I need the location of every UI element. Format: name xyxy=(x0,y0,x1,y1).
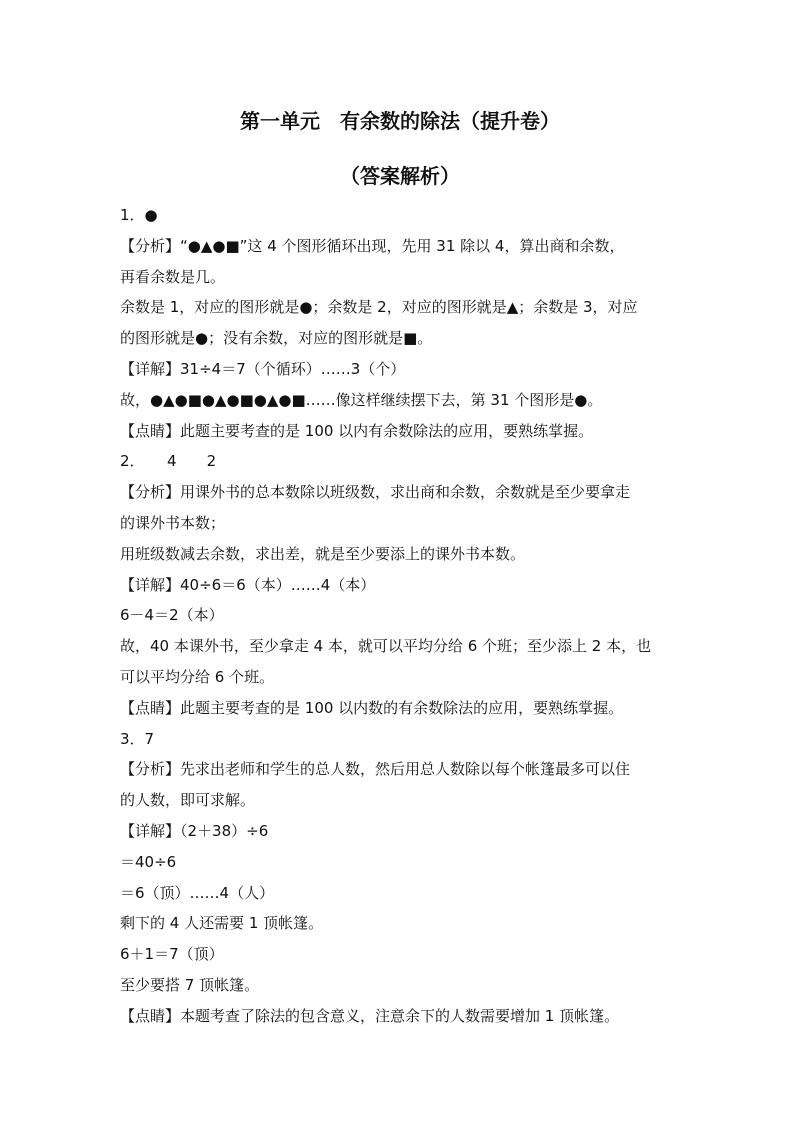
text-line: 的图形就是●；没有余数，对应的图形就是■。 xyxy=(120,329,433,348)
text-line: 再看余数是几。 xyxy=(120,267,226,286)
text-line: 故，●▲●■●▲●■●▲●■……像这样继续摆下去，第 31 个图形是●。 xyxy=(120,390,603,409)
page-title: 第一单元 有余数的除法（提升卷） xyxy=(240,109,560,133)
text-line: 剩下的 4 人还需要 1 顶帐篷。 xyxy=(120,914,324,933)
text-line: 【分析】用课外书的总本数除以班级数，求出商和余数，余数就是至少要拿走 xyxy=(120,483,631,502)
text-line: ＝6（顶）……4（人） xyxy=(120,883,275,902)
text-line: 【详解】31÷4＝7（个循环）……3（个） xyxy=(120,359,406,378)
text-line: 用班级数减去余数，求出差，就是至少要添上的课外书本数。 xyxy=(120,544,526,563)
text-line: 【分析】先求出老师和学生的总人数，然后用总人数除以每个帐篷最多可以住 xyxy=(120,760,631,779)
text-line: 【详解】40÷6＝6（本）……4（本） xyxy=(120,575,376,594)
text-line: 的人数，即可求解。 xyxy=(120,791,256,810)
text-line: 【点睛】本题考查了除法的包含意义，注意余下的人数需要增加 1 顶帐篷。 xyxy=(120,1006,620,1025)
text-line: 6＋1＝7（顶） xyxy=(120,945,224,964)
text-line: 至少要搭 7 顶帐篷。 xyxy=(120,975,260,994)
text-line: 2． 4 2 xyxy=(120,452,217,471)
text-line: 【点睛】此题主要考查的是 100 以内有余数除法的应用，要熟练掌握。 xyxy=(120,421,594,440)
answer-content xyxy=(120,200,700,1032)
text-line: 【分析】“●▲●■”这 4 个图形循环出现，先用 31 除以 4，算出商和余数， xyxy=(120,236,625,255)
text-line: ＝40÷6 xyxy=(120,852,177,871)
text-line: 【详解】（2＋38）÷6 xyxy=(120,821,269,840)
page-subtitle: （答案解析） xyxy=(340,164,460,188)
text-line: 可以平均分给 6 个班。 xyxy=(120,667,275,686)
text-line: 余数是 1，对应的图形就是●；余数是 2，对应的图形就是▲；余数是 3，对应 xyxy=(120,298,638,317)
text-line: 1．● xyxy=(120,206,158,224)
text-line: 6－4＝2（本） xyxy=(120,606,224,625)
text-line: 故，40 本课外书，至少拿走 4 本，就可以平均分给 6 个班；至少添上 2 本，也 xyxy=(120,637,652,656)
text-line: 3．7 xyxy=(120,729,155,748)
text-line: 的课外书本数； xyxy=(120,513,226,532)
text-line: 【点睛】此题主要考查的是 100 以内数的有余数除法的应用，要熟练掌握。 xyxy=(120,698,624,717)
